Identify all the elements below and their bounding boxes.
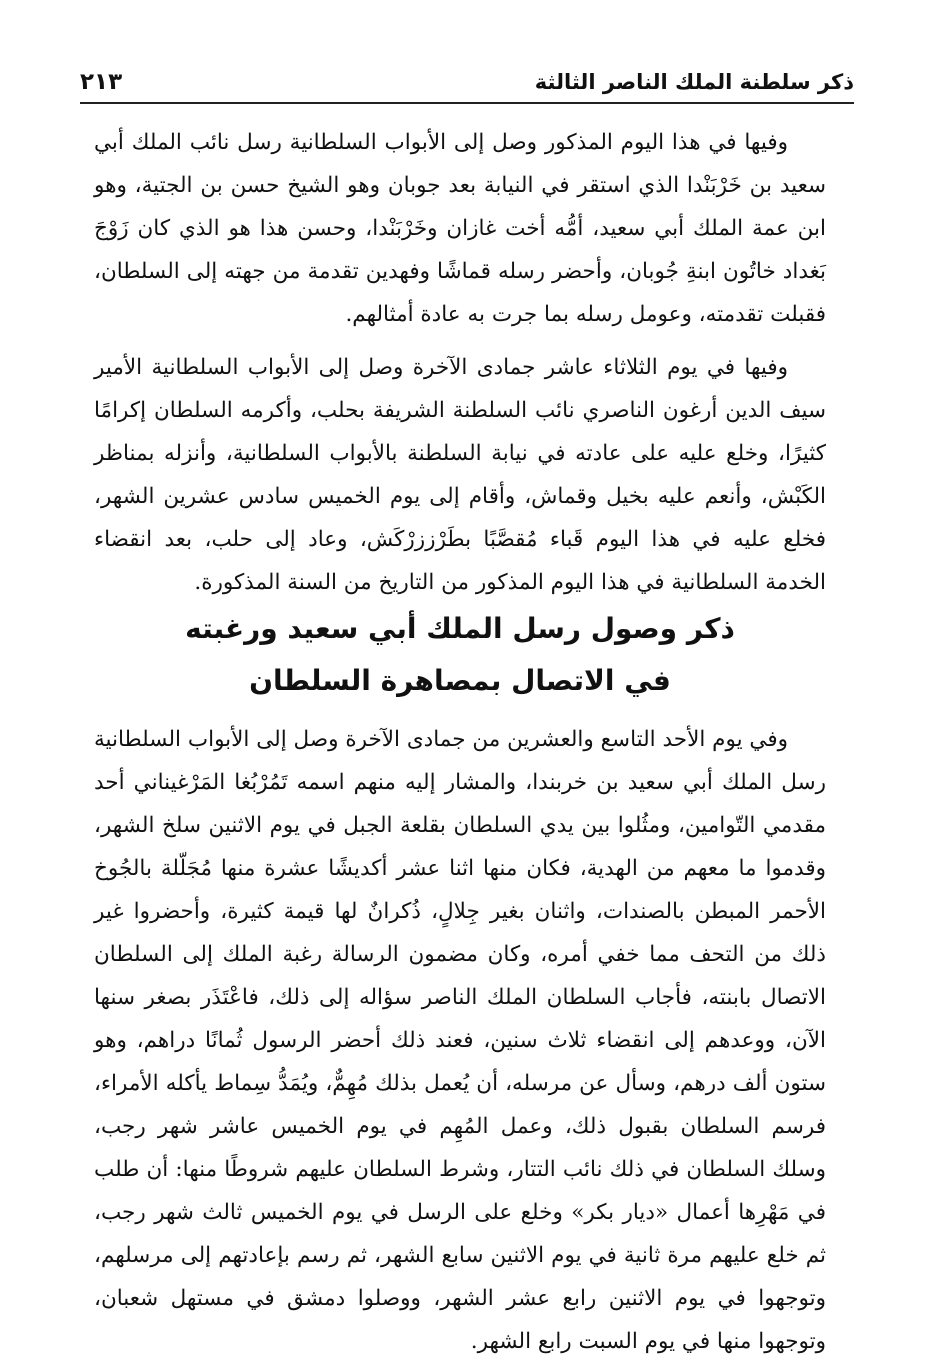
section-heading <box>94 603 826 707</box>
paragraph-2: وفيها في يوم الثلاثاء عاشر جمادى الآخرة وصل إلى الأبواب السلطانية الأمير سيف الدين أرغون الناصري نائب السلطنة الشريفة بحلب، وأكرمه السلطان إكرامًا كثيرًا، وخلع عليه على عادته في نيابة السلطنة بالأبواب السلطانية، وأنزله بمناظر الكَبْش، وأنعم عليه بخيل وقماش، وأقام إلى يوم الخميس سادس عشرين الشهر، فخلع عليه في هذا اليوم قَباء مُقصَّبًا بطَرْززرْكَش، وعاد إلى حلب، بعد انقضاء الخدمة السلطانية في هذا اليوم المذكور من التاريخ من السنة المذكورة. <box>94 355 826 595</box>
paragraph-1: وفيها في هذا اليوم المذكور وصل إلى الأبواب السلطانية رسل نائب الملك أبي سعيد بن خَرْبَنْدا الذي استقر في النيابة بعد جوبان وهو الشيخ حسن بن الجتية، وهو ابن عمة الملك أبي سعيد، أمُّه أخت غازان وخَرْبَنْدا، وحسن هذا هو الذي كان زَوْجَ بَغداد خاتُون ابنةِ جُوبان، وأحضر رسله قماشًا وفهدين تقدمة من جهته إلى السلطان، فقبلت تقدمته، وعومل رسله بما جرت به عادة أمثالهم. <box>94 130 826 327</box>
paragraph-3: وفي يوم الأحد التاسع والعشرين من جمادى الآخرة وصل إلى الأبواب السلطانية رسل الملك أبي سعيد بن خربندا، والمشار إليه منهم اسمه تَمُرْبُغا المَرْغيناني أحد مقدمي التّوامين، ومثُلوا بين يدي السلطان بقلعة الجبل في يوم الاثنين سلخ الشهر، وقدموا ما معهم من الهدية، فكان منها اثنا عشر أكديشًا عشرة منها مُجَلّلة بالجُوخ الأحمر المبطن بالصندات، واثنان بغير جِلالٍ، ذُكرانٌ لها قيمة كثيرة، وأحضروا غير ذلك من التحف مما خفي أمره، وكان مضمون الرسالة رغبة الملك إلى السلطان الاتصال بابنته، فأجاب السلطان الملك الناصر سؤاله إلى ذلك، فاعْتَذَر بصغر سنها الآن، ووعدهم إلى انقضاء ثلاث سنين، فعند ذلك أحضر الرسول ثُمانًا دراهم، وهو ستون ألف درهم، وسأل عن مرسله، أن يُعمل بذلك مُهِمٌّ، ويُمَدُّ سِماط يأكله الأمراء، فرسم السلطان بقبول ذلك، وعمل المُهِم في يوم الخميس عاشر شهر رجب، وسلك السلطان في ذلك نائب التتار، وشرط السلطان عليهم شروطًا منها: أن طلب في مَهْرِها أعمال «ديار بكر» وخلع على الرسل في يوم الخميس ثالث شهر رجب، ثم خلع عليهم مرة ثانية في يوم الاثنين سابع الشهر، ثم رسم بإعادتهم إلى مرسلهم، وتوجهوا في يوم الاثنين رابع عشر الشهر، ووصلوا دمشق في مستهل شعبان، وتوجهوا منها في يوم السبت رابع الشهر. <box>94 727 826 1354</box>
running-header <box>80 62 854 104</box>
running-title: ذكر سلطنة الملك الناصر الثالثة <box>534 70 854 94</box>
section-heading-line-1: ذكر وصول رسل الملك أبي سعيد ورغبته <box>185 612 735 645</box>
page-number: ٢١٣ <box>80 69 123 95</box>
section-heading-line-2: في الاتصال بمصاهرة السلطان <box>249 664 671 697</box>
